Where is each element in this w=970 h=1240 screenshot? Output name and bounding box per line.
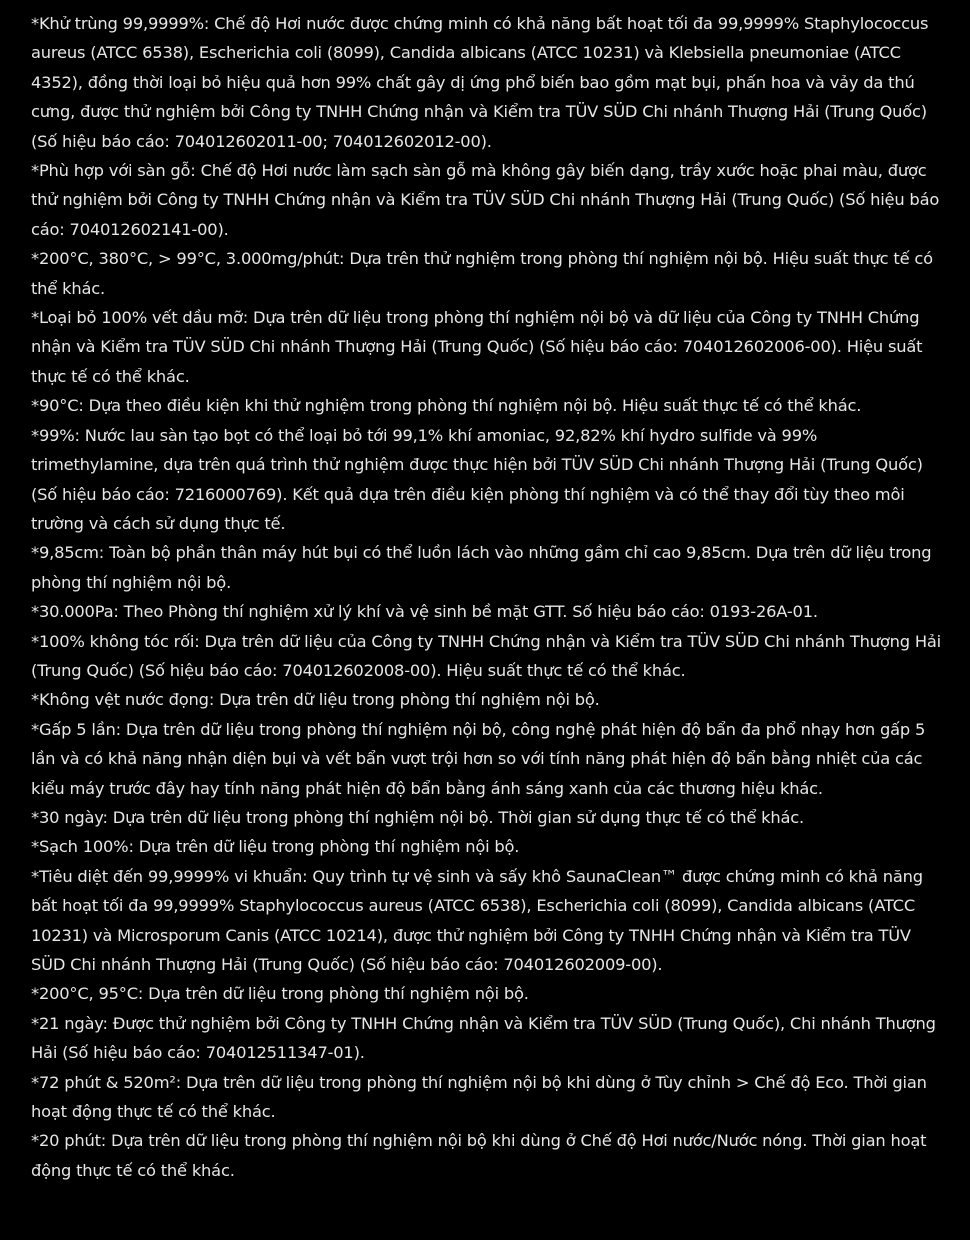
disclaimer-note-sterilization: *Khử trùng 99,9999%: Chế độ Hơi nước được chứng minh có khả năng bất hoạt tối đa 99,9999% Staphylococcus aureus (ATCC 6538), Escherichia coli (8099), Candida albicans (ATCC 10231) và Klebsiella pneumoniae (ATCC 4352), đồng thời loại bỏ hiệu quả hơn 99% chất gây dị ứng phổ biến bao gồm mạt bụi, phấn hoa và vảy da thú cưng, được thử nghiệm bởi Công ty TNHH Chứng nhận và Kiểm tra TÜV SÜD Chi nhánh Thượng Hải (Trung Quốc) (Số hiệu báo cáo: 704012602011-00; 704012602012-00). <box>31 14 929 151</box>
disclaimer-note-200c-95c: *200°C, 95°C: Dựa trên dữ liệu trong phòng thí nghiệm nội bộ. <box>31 984 529 1004</box>
disclaimer-note-wood-floor: *Phù hợp với sàn gỗ: Chế độ Hơi nước làm sạch sàn gỗ mà không gây biến dạng, trầy xước hoặc phai màu, được thử nghiệm bởi Công ty TNHH Chứng nhận và Kiểm tra TÜV SÜD Chi nhánh Thượng Hải (Trung Quốc) (Số hiệu báo cáo: 704012602141-00). <box>31 161 940 239</box>
disclaimer-note-odor-removal: *99%: Nước lau sàn tạo bọt có thể loại bỏ tới 99,1% khí amoniac, 92,82% khí hydro sulfide và 99% trimethylamine, dựa trên quá trình thử nghiệm được thực hiện bởi TÜV SÜD Chi nhánh Thượng Hải (Trung Quốc) (Số hiệu báo cáo: 7216000769). Kết quả dựa trên điều kiện phòng thí nghiệm và có thể thay đổi tùy theo môi trường và cách sử dụng thực tế. <box>31 425 923 533</box>
disclaimer-note-no-streaks: *Không vệt nước đọng: Dựa trên dữ liệu trong phòng thí nghiệm nội bộ. <box>31 690 600 710</box>
disclaimer-note-90c: *90°C: Dựa theo điều kiện khi thử nghiệm trong phòng thí nghiệm nội bộ. Hiệu suất thực tế có thể khác. <box>31 396 862 416</box>
disclaimer-note-dirt-detection: *Gấp 5 lần: Dựa trên dữ liệu trong phòng thí nghiệm nội bộ, công nghệ phát hiện độ bẩn đa phổ nhạy hơn gấp 5 lần và có khả năng nhận diện bụi và vết bẩn vượt trội hơn so với tính năng phát hiện độ bẩn bằng nhiệt của các kiểu máy trước đây hay tính năng phát hiện độ bẩn bằng ánh sáng xanh của các thương hiệu khác. <box>31 719 926 798</box>
disclaimer-note-30-days: *30 ngày: Dựa trên dữ liệu trong phòng thí nghiệm nội bộ. Thời gian sử dụng thực tế có thể khác. <box>31 807 804 827</box>
disclaimer-notes-list <box>31 9 943 1185</box>
disclaimer-note-72-minutes: *72 phút & 520m²: Dựa trên dữ liệu trong phòng thí nghiệm nội bộ khi dùng ở Tùy chỉnh > Chế độ Eco. Thời gian hoạt động thực tế có thể khác. <box>31 1072 927 1122</box>
disclaimer-note-body-height: *9,85cm: Toàn bộ phần thân máy hút bụi có thể luồn lách vào những gầm chỉ cao 9,85cm. Dựa trên dữ liệu trong phòng thí nghiệm nội bộ. <box>31 543 932 592</box>
disclaimer-note-21-days: *21 ngày: Được thử nghiệm bởi Công ty TNHH Chứng nhận và Kiểm tra TÜV SÜD (Trung Quốc), Chi nhánh Thượng Hải (Số hiệu báo cáo: 704012511347-01). <box>31 1013 936 1063</box>
disclaimer-note-no-tangle: *100% không tóc rối: Dựa trên dữ liệu của Công ty TNHH Chứng nhận và Kiểm tra TÜV SÜD Chi nhánh Thượng Hải (Trung Quốc) (Số hiệu báo cáo: 704012602008-00). Hiệu suất thực tế có thể khác. <box>31 631 941 680</box>
disclaimer-note-grease-removal: *Loại bỏ 100% vết dầu mỡ: Dựa trên dữ liệu trong phòng thí nghiệm nội bộ và dữ liệu của Công ty TNHH Chứng nhận và Kiểm tra TÜV SÜD Chi nhánh Thượng Hải (Trung Quốc) (Số hiệu báo cáo: 704012602006-00). Hiệu suất thực tế có thể khác. <box>31 308 923 386</box>
disclaimer-note-temperatures: *200°C, 380°C, > 99°C, 3.000mg/phút: Dựa trên thử nghiệm trong phòng thí nghiệm nội bộ. Hiệu suất thực tế có thể khác. <box>31 249 933 298</box>
disclaimer-note-saunaclean: *Tiêu diệt đến 99,9999% vi khuẩn: Quy trình tự vệ sinh và sấy khô SaunaClean™ được chứng minh có khả năng bất hoạt tối đa 99,9999% Staphylococcus aureus (ATCC 6538), Escherichia coli (8099), Candida albicans (ATCC 10231) và Microsporum Canis (ATCC 10214), được thử nghiệm bởi Công ty TNHH Chứng nhận và Kiểm tra TÜV SÜD Chi nhánh Thượng Hải (Trung Quốc) (Số hiệu báo cáo: 704012602009-00). <box>31 866 923 974</box>
disclaimer-note-suction: *30.000Pa: Theo Phòng thí nghiệm xử lý khí và vệ sinh bề mặt GTT. Số hiệu báo cáo: 0193-26A-01. <box>31 602 818 622</box>
disclaimer-note-20-minutes: *20 phút: Dựa trên dữ liệu trong phòng thí nghiệm nội bộ khi dùng ở Chế độ Hơi nước/Nước nóng. Thời gian hoạt động thực tế có thể khác. <box>31 1131 927 1180</box>
disclaimer-note-100-clean: *Sạch 100%: Dựa trên dữ liệu trong phòng thí nghiệm nội bộ. <box>31 837 520 857</box>
